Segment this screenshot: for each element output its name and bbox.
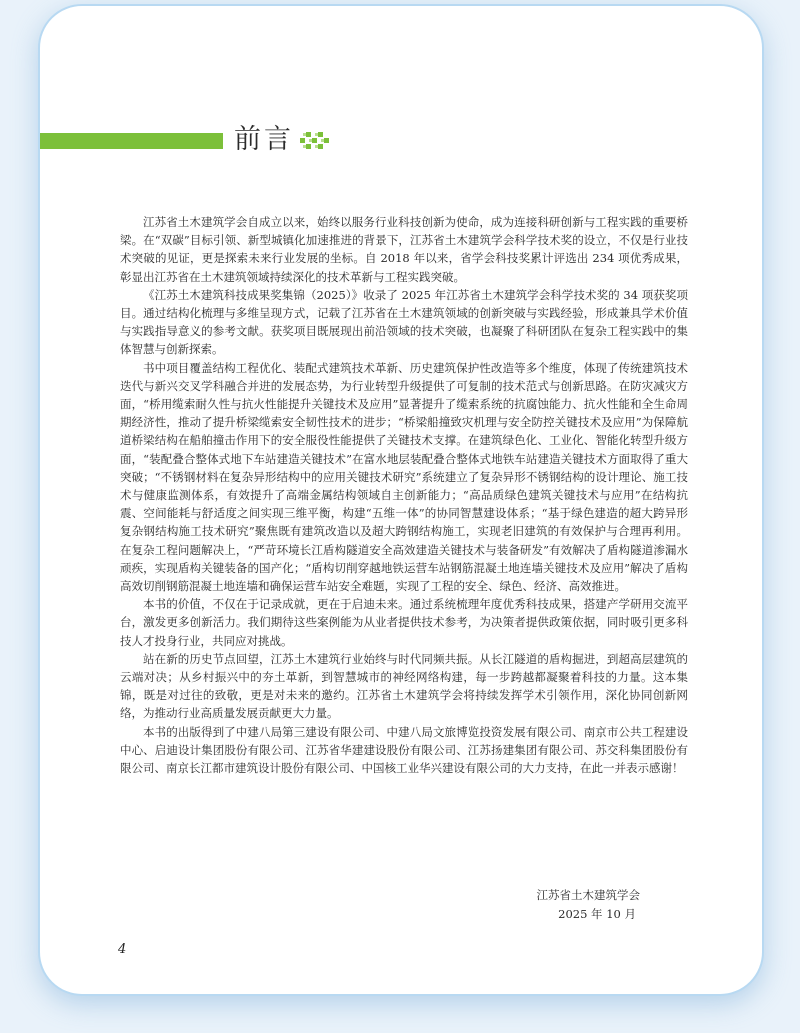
- signature-organization: 江苏省土木建筑学会: [536, 888, 640, 902]
- paragraph: 书中项目覆盖结构工程优化、装配式建筑技术革新、历史建筑保护性改造等多个维度，体现了传统建筑技术迭代与新兴交叉学科融合并进的发展态势，为行业转型升级提供了可复制的技术范式与创新思路。在防灾减灾方面，“桥用缆索耐久性与抗火性能提升关键技术及应用”显著提升了缆索系统的抗腐蚀能力、抗火性能和全生命周期经济性，推动了提升桥梁缆索安全韧性技术的进步；“桥梁船撞致灾机理与安全防控关键技术及应用”为保障航道桥梁结构在船舶撞击作用下的安全服役性能提供了关键技术支撑。在建筑绿色化、工业化、智能化转型升级方面，“装配叠合整体式地下车站建造关键技术”在富水地层装配叠合整体式地铁车站建造关键技术方面取得了重大突破；“不锈钢材料在复杂异形结构中的应用关键技术研究”系统建立了复杂异形不锈钢结构的设计理论、施工技术与健康监测体系，有效提升了高端金属结构领域自主创新能力；“高品质绿色建筑关键技术与应用”在结构抗震、空间能耗与舒适度之间实现三维平衡，构建“五维一体”的协同智慧建设体系；“基于绿色建造的超大跨异形复杂钢结构施工技术研究”聚焦既有建筑改造以及超大跨钢结构施工，实现老旧建筑的有效保护与合理再利用。在复杂工程问题解决上，“严苛环境长江盾构隧道安全高效建造关键技术与装备研发”有效解决了盾构隧道渗漏水顽疾，实现盾构关键装备的国产化；“盾构切削穿越地铁运营车站钢筋混凝土地连墙关键技术及应用”解决了盾构高效切削钢筋混凝土地连墙和确保运营车站安全难题，实现了工程的安全、绿色、经济、高效推进。: [120, 360, 688, 594]
- preface-body: [120, 213, 688, 777]
- paragraph: 本书的出版得到了中建八局第三建设有限公司、中建八局文旅博览投资发展有限公司、南京市公共工程建设中心、启迪设计集团股份有限公司、江苏省华建建设股份有限公司、江苏扬建集团有限公司、苏交科集团股份有限公司、南京长江都市建筑设计股份有限公司、中国核工业华兴建设有限公司的大力支持，在此一并表示感谢！: [120, 724, 688, 776]
- paragraph: 本书的价值，不仅在于记录成就，更在于启迪未来。通过系统梳理年度优秀科技成果，搭建产学研用交流平台，激发更多创新活力。我们期待这些案例能为从业者提供技术参考，为决策者提供政策依据，同时吸引更多科技人才投身行业，共同应对挑战。: [120, 597, 688, 648]
- checker-arrow-icon: [300, 130, 330, 152]
- page-number: 4: [118, 942, 127, 957]
- paragraph: 《江苏土木建筑科技成果奖集锦（2025）》收录了 2025 年江苏省土木建筑学会科学技术奖的 34 项获奖项目。通过结构化梳理与多维呈现方式，记载了江苏省在土木建筑领域的创新突破与实践经验，形成兼具学术价值与实践指导意义的参考文献。获奖项目既展现出前沿领域的技术突破，也凝聚了科研团队在复杂工程实践中的集体智慧与创新探索。: [120, 287, 688, 357]
- page-title: 前言: [234, 124, 294, 155]
- document-page: [38, 4, 764, 996]
- signature-block: [40, 886, 640, 924]
- signature-date: 2025 年 10 月: [558, 907, 636, 921]
- paragraph: 站在新的历史节点回望，江苏土木建筑行业始终与时代同频共振。从长江隧道的盾构掘进，到超高层建筑的云端对决；从乡村振兴中的夯土革新，到智慧城市的神经网络构建，每一步跨越都凝聚着科技的力量。这本集锦，既是对过往的致敬，更是对未来的邀约。江苏省土木建筑学会将持续发挥学术引领作用，深化协同创新网络，为推动行业高质量发展贡献更大力量。: [120, 651, 688, 721]
- title-accent-bar: [40, 133, 223, 149]
- paragraph: 江苏省土木建筑学会自成立以来，始终以服务行业科技创新为使命，成为连接科研创新与工程实践的重要桥梁。在“双碳”目标引领、新型城镇化加速推进的背景下，江苏省土木建筑学会科学技术奖的设立，不仅是行业技术突破的见证，更是探索未来行业发展的坐标。自 2018 年以来，省学会科技奖累计评选出 234 项优秀成果，彰显出江苏省在土木建筑领域持续深化的技术革新与工程实践突破。: [120, 215, 688, 284]
